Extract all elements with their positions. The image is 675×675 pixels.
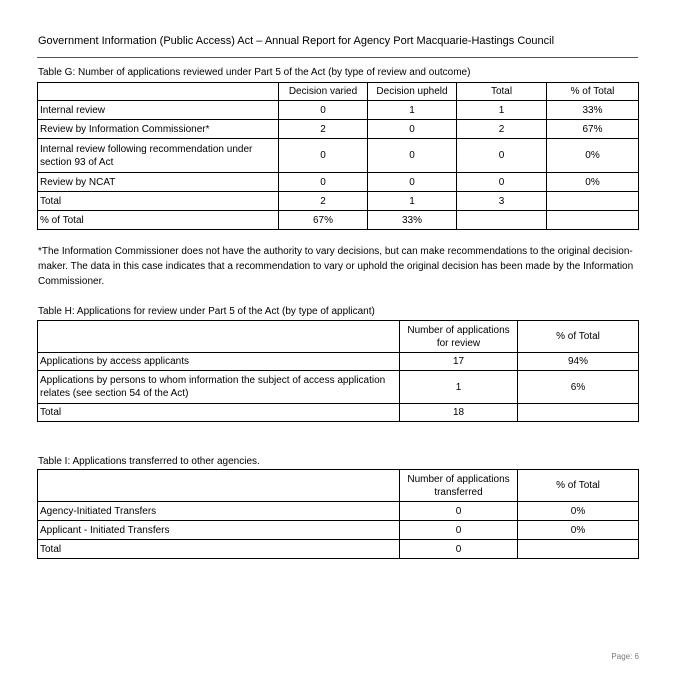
table-cell: 2 bbox=[457, 120, 547, 139]
table-cell-label: Total bbox=[38, 540, 400, 559]
table-cell: 0 bbox=[279, 173, 368, 192]
table-cell: 0% bbox=[518, 502, 639, 521]
table-cell: 0 bbox=[368, 173, 457, 192]
table-g-caption: Table G: Number of applications reviewed under Part 5 of the Act (by type of review and outcome) bbox=[38, 67, 471, 78]
table-cell: 67% bbox=[279, 211, 368, 230]
table-g-header-cell: % of Total bbox=[547, 83, 639, 101]
table-i-header-cell: % of Total bbox=[518, 470, 639, 502]
table-cell: 18 bbox=[400, 404, 518, 422]
table-row bbox=[38, 371, 639, 404]
table-row bbox=[38, 404, 639, 422]
table-g-header-cell bbox=[38, 83, 279, 101]
table-cell: 33% bbox=[547, 101, 639, 120]
table-i-caption: Table I: Applications transferred to other agencies. bbox=[38, 456, 260, 467]
table-cell bbox=[457, 211, 547, 230]
table-cell: 2 bbox=[279, 192, 368, 211]
table-cell: 0 bbox=[457, 173, 547, 192]
table-cell-label: Applicant - Initiated Transfers bbox=[38, 521, 400, 540]
table-cell: 3 bbox=[457, 192, 547, 211]
table-h-header-cell: Number of applications for review bbox=[400, 321, 518, 353]
table-h bbox=[37, 320, 639, 422]
table-row bbox=[38, 192, 639, 211]
table-i-header-row bbox=[38, 470, 639, 502]
table-i bbox=[37, 469, 639, 559]
table-row bbox=[38, 101, 639, 120]
table-cell: 1 bbox=[457, 101, 547, 120]
table-cell-label: Total bbox=[38, 404, 400, 422]
table-h-header-row bbox=[38, 321, 639, 353]
table-cell: 33% bbox=[368, 211, 457, 230]
table-cell: 0% bbox=[547, 173, 639, 192]
table-cell-label: Internal review following recommendation under section 93 of Act bbox=[38, 139, 279, 173]
document-header: Government Information (Public Access) Act – Annual Report for Agency Port Macquarie-Hastings Council bbox=[38, 35, 555, 47]
table-cell: 0 bbox=[279, 139, 368, 173]
footnote: *The Information Commissioner does not have the authority to vary decisions, but can make recommendations to the original decision-maker. The data in this case indicates that a recommendation to vary or uphold the original decision has been made by the Information Commissioner. bbox=[38, 246, 634, 287]
table-cell: 0 bbox=[368, 139, 457, 173]
page-number: Page: 6 bbox=[611, 652, 639, 661]
table-row bbox=[38, 521, 639, 540]
table-i-header-cell bbox=[38, 470, 400, 502]
table-h-header-cell bbox=[38, 321, 400, 353]
table-cell: 0 bbox=[457, 139, 547, 173]
table-row bbox=[38, 173, 639, 192]
table-cell: 0 bbox=[400, 502, 518, 521]
table-cell: 0 bbox=[400, 540, 518, 559]
table-cell: 0 bbox=[368, 120, 457, 139]
table-cell: 0% bbox=[518, 521, 639, 540]
table-cell bbox=[518, 404, 639, 422]
table-cell-label: Total bbox=[38, 192, 279, 211]
table-cell bbox=[547, 192, 639, 211]
table-row bbox=[38, 540, 639, 559]
table-row bbox=[38, 211, 639, 230]
header-divider bbox=[37, 57, 638, 58]
table-cell: 1 bbox=[368, 101, 457, 120]
table-h-caption: Table H: Applications for review under Part 5 of the Act (by type of applicant) bbox=[38, 306, 375, 317]
table-row bbox=[38, 353, 639, 371]
table-cell bbox=[518, 540, 639, 559]
table-cell-label: Applications by access applicants bbox=[38, 353, 400, 371]
table-cell: 0% bbox=[547, 139, 639, 173]
table-g-header-cell: Total bbox=[457, 83, 547, 101]
table-g-header-cell: Decision varied bbox=[279, 83, 368, 101]
table-row bbox=[38, 139, 639, 173]
table-i-header-cell: Number of applications transferred bbox=[400, 470, 518, 502]
table-cell-label: Applications by persons to whom information the subject of access application relates (see section 54 of the Act) bbox=[38, 371, 400, 404]
table-row bbox=[38, 120, 639, 139]
table-h-header-cell: % of Total bbox=[518, 321, 639, 353]
table-cell: 17 bbox=[400, 353, 518, 371]
table-cell: 0 bbox=[400, 521, 518, 540]
table-g bbox=[37, 82, 639, 230]
table-cell: 1 bbox=[400, 371, 518, 404]
table-row bbox=[38, 502, 639, 521]
table-g-header-cell: Decision upheld bbox=[368, 83, 457, 101]
table-cell-label: Review by Information Commissioner* bbox=[38, 120, 279, 139]
table-g-header-row bbox=[38, 83, 639, 101]
table-cell: 67% bbox=[547, 120, 639, 139]
table-cell: 94% bbox=[518, 353, 639, 371]
table-cell-label: % of Total bbox=[38, 211, 279, 230]
table-cell-label: Review by NCAT bbox=[38, 173, 279, 192]
table-cell: 2 bbox=[279, 120, 368, 139]
table-cell-label: Internal review bbox=[38, 101, 279, 120]
table-cell: 1 bbox=[368, 192, 457, 211]
table-cell: 6% bbox=[518, 371, 639, 404]
table-cell: 0 bbox=[279, 101, 368, 120]
table-cell-label: Agency-Initiated Transfers bbox=[38, 502, 400, 521]
table-cell bbox=[547, 211, 639, 230]
